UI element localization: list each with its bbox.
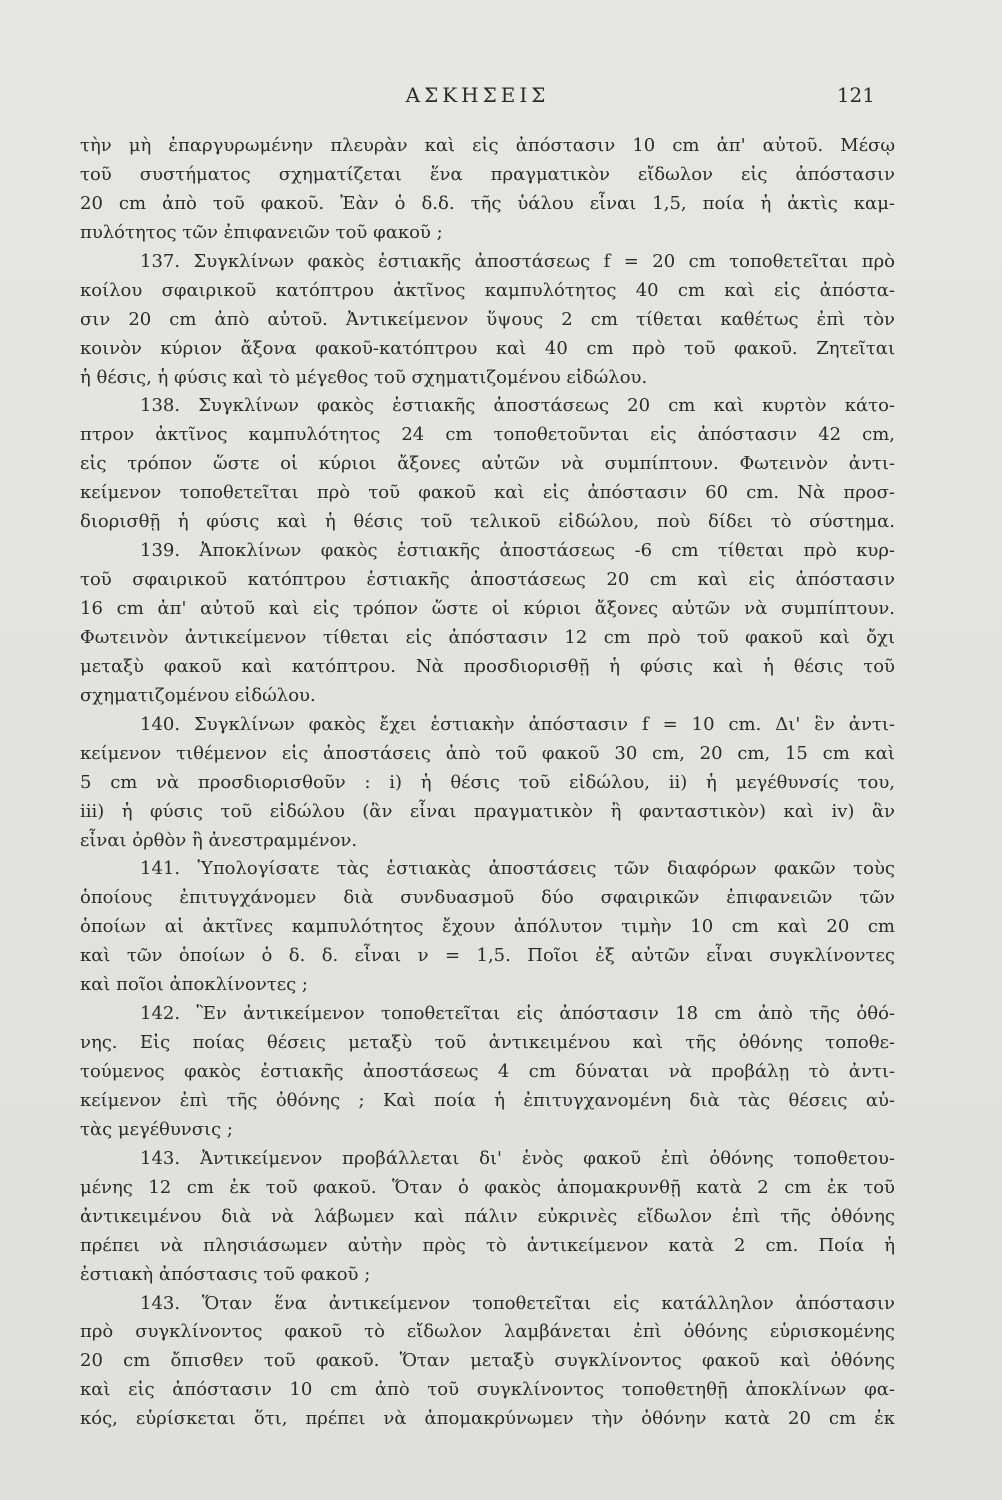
text-line: 142. Ἓν ἀντικείμενον τοποθετεῖται εἰς ἀπόστασιν 18 cm ἀπὸ τῆς ὀθό-	[140, 1003, 895, 1025]
text-line: 20 cm ὄπισθεν τοῦ φακοῦ. Ὅταν μεταξὺ συγκλίνοντος φακοῦ καὶ ὀθόνης	[80, 1350, 895, 1372]
text-line: εἰς τρόπον ὥστε οἱ κύριοι ἄξονες αὐτῶν νὰ συμπίπτουν. Φωτεινὸν ἀντι-	[80, 453, 895, 475]
text-line: κείμενον τιθέμενον εἰς ἀποστάσεις ἀπὸ τοῦ φακοῦ 30 cm, 20 cm, 15 cm καὶ	[80, 742, 895, 764]
text-line: σχηματιζομένου εἰδώλου.	[80, 684, 316, 706]
text-line: πρέπει νὰ πλησιάσωμεν αὐτὴν πρὸς τὸ ἀντικείμενον κατὰ 2 cm. Ποία ἡ	[80, 1234, 895, 1256]
text-line: μένης 12 cm ἐκ τοῦ φακοῦ. Ὅταν ὁ φακὸς ἀπομακρυνθῇ κατὰ 2 cm ἐκ τοῦ	[80, 1176, 895, 1198]
text-line: 139. Ἀποκλίνων φακὸς ἑστιακῆς ἀποστάσεως -6 cm τίθεται πρὸ κυρ-	[140, 540, 895, 562]
text-line: ὁποίων αἱ ἀκτῖνες καμπυλότητος ἔχουν ἀπόλυτον τιμὴν 10 cm καὶ 20 cm	[80, 916, 895, 938]
text-line: κοίλου σφαιρικοῦ κατόπτρου ἀκτῖνος καμπυλότητος 40 cm καὶ εἰς ἀπόστα-	[80, 279, 895, 301]
text-line: 5 cm νὰ προσδιορισθοῦν : i) ἡ θέσις τοῦ εἰδώλου, ii) ἡ μεγέθυνσίς του,	[80, 771, 895, 793]
text-line: ἀντικειμένου διὰ νὰ λάβωμεν καὶ πάλιν εὐκρινὲς εἴδωλον ἐπὶ τῆς ὀθόνης	[80, 1205, 895, 1227]
exercise-text	[80, 132, 895, 1434]
text-line: 141. Ὑπολογίσατε τὰς ἑστιακὰς ἀποστάσεις τῶν διαφόρων φακῶν τοὺς	[140, 858, 895, 880]
page-number: 121	[836, 83, 875, 107]
text-line: τούμενος φακὸς ἑστιακῆς ἀποστάσεως 4 cm δύναται νὰ προβάλῃ τὸ ἀντι-	[80, 1061, 895, 1082]
text-line: 138. Συγκλίνων φακὸς ἑστιακῆς ἀποστάσεως 20 cm καὶ κυρτὸν κάτο-	[140, 395, 895, 417]
text-line: κείμενον ἐπὶ τῆς ὀθόνης ; Καὶ ποία ἡ ἐπιτυγχανομένη διὰ τὰς θέσεις αὐ-	[80, 1089, 895, 1111]
text-line: ἡ θέσις, ἡ φύσις καὶ τὸ μέγεθος τοῦ σχηματιζομένου εἰδώλου.	[80, 366, 648, 388]
text-line: τὰς μεγέθυνσις ;	[80, 1118, 233, 1140]
text-line: πρὸ συγκλίνοντος φακοῦ τὸ εἴδωλον λαμβάνεται ἐπὶ ὀθόνης εὑρισκομένης	[80, 1321, 895, 1343]
text-line: 137. Συγκλίνων φακὸς ἑστιακῆς ἀποστάσεως f = 20 cm τοποθετεῖται πρὸ	[140, 250, 895, 272]
text-line: πυλότητος τῶν ἐπιφανειῶν τοῦ φακοῦ ;	[80, 221, 443, 243]
running-head	[80, 80, 875, 110]
text-line: ἑστιακὴ ἀπόστασις τοῦ φακοῦ ;	[80, 1263, 371, 1285]
text-line: κοινὸν κύριον ἄξονα φακοῦ-κατόπτρου καὶ 40 cm πρὸ τοῦ φακοῦ. Ζητεῖται	[80, 337, 895, 359]
text-line: 143. Ὅταν ἕνα ἀντικείμενον τοποθετεῖται εἰς κατάλληλον ἀπόστασιν	[140, 1292, 895, 1314]
text-line: νης. Εἰς ποίας θέσεις μεταξὺ τοῦ ἀντικειμένου καὶ τῆς ὀθόνης τοποθε-	[80, 1032, 895, 1054]
text-line: τοῦ συστήματος σχηματίζεται ἕνα πραγματικὸν εἴδωλον εἰς ἀπόστασιν	[80, 163, 895, 185]
text-line: εἶναι ὀρθὸν ἢ ἀνεστραμμένον.	[80, 829, 358, 851]
text-line: iii) ἡ φύσις τοῦ εἰδώλου (ἂν εἶναι πραγματικὸν ἢ φανταστικὸν) καὶ iv) ἂν	[80, 800, 895, 822]
text-line: 16 cm ἀπ' αὐτοῦ καὶ εἰς τρόπον ὥστε οἱ κύριοι ἄξονες αὐτῶν νὰ συμπίπτουν.	[80, 598, 895, 619]
text-line: καὶ ποῖοι ἀποκλίνοντες ;	[80, 974, 308, 996]
text-line: σιν 20 cm ἀπὸ αὐτοῦ. Ἀντικείμενον ὕψους 2 cm τίθεται καθέτως ἐπὶ τὸν	[80, 308, 895, 330]
text-line: 140. Συγκλίνων φακὸς ἔχει ἑστιακὴν ἀπόστασιν f = 10 cm. Δι' ἓν ἀντι-	[140, 713, 895, 735]
text-line: ὁποίους ἐπιτυγχάνομεν διὰ συνδυασμοῦ δύο σφαιρικῶν ἐπιφανειῶν τῶν	[80, 887, 895, 909]
text-line: κείμενον τοποθετεῖται πρὸ τοῦ φακοῦ καὶ εἰς ἀπόστασιν 60 cm. Νὰ προσ-	[80, 482, 895, 504]
text-line: τὴν μὴ ἐπαργυρωμένην πλευρὰν καὶ εἰς ἀπόστασιν 10 cm ἀπ' αὐτοῦ. Μέσῳ	[80, 135, 895, 156]
text-line: 143. Ἀντικείμενον προβάλλεται δι' ἑνὸς φακοῦ ἐπὶ ὀθόνης τοποθετου-	[140, 1147, 895, 1169]
text-line: τοῦ σφαιρικοῦ κατόπτρου ἑστιακῆς ἀποστάσεως 20 cm καὶ εἰς ἀπόστασιν	[80, 569, 895, 591]
chapter-title: ΑΣΚΗΣΕΙΣ	[405, 83, 550, 107]
text-line: μεταξὺ φακοῦ καὶ κατόπτρου. Νὰ προσδιορισθῇ ἡ φύσις καὶ ἡ θέσις τοῦ	[80, 655, 895, 677]
text-line: κός, εὑρίσκεται ὅτι, πρέπει νὰ ἀπομακρύνωμεν τὴν ὀθόνην κατὰ 20 cm ἐκ	[80, 1408, 895, 1430]
text-line: διορισθῇ ἡ φύσις καὶ ἡ θέσις τοῦ τελικοῦ εἰδώλου, ποὺ δίδει τὸ σύστημα.	[80, 511, 895, 533]
text-line: πτρον ἀκτῖνος καμπυλότητος 24 cm τοποθετοῦνται εἰς ἀπόστασιν 42 cm,	[80, 424, 895, 446]
text-line: 20 cm ἀπὸ τοῦ φακοῦ. Ἐὰν ὁ δ.δ. τῆς ὑάλου εἶναι 1,5, ποία ἡ ἀκτὶς καμ-	[80, 192, 895, 214]
text-line: καὶ τῶν ὁποίων ὁ δ. δ. εἶναι ν = 1,5. Ποῖοι ἐξ αὐτῶν εἶναι συγκλίνοντες	[80, 945, 895, 967]
text-line: καὶ εἰς ἀπόστασιν 10 cm ἀπὸ τοῦ συγκλίνοντος τοποθετηθῇ ἀποκλίνων φα-	[80, 1379, 895, 1401]
text-line: Φωτεινὸν ἀντικείμενον τίθεται εἰς ἀπόστασιν 12 cm πρὸ τοῦ φακοῦ καὶ ὄχι	[80, 626, 895, 648]
